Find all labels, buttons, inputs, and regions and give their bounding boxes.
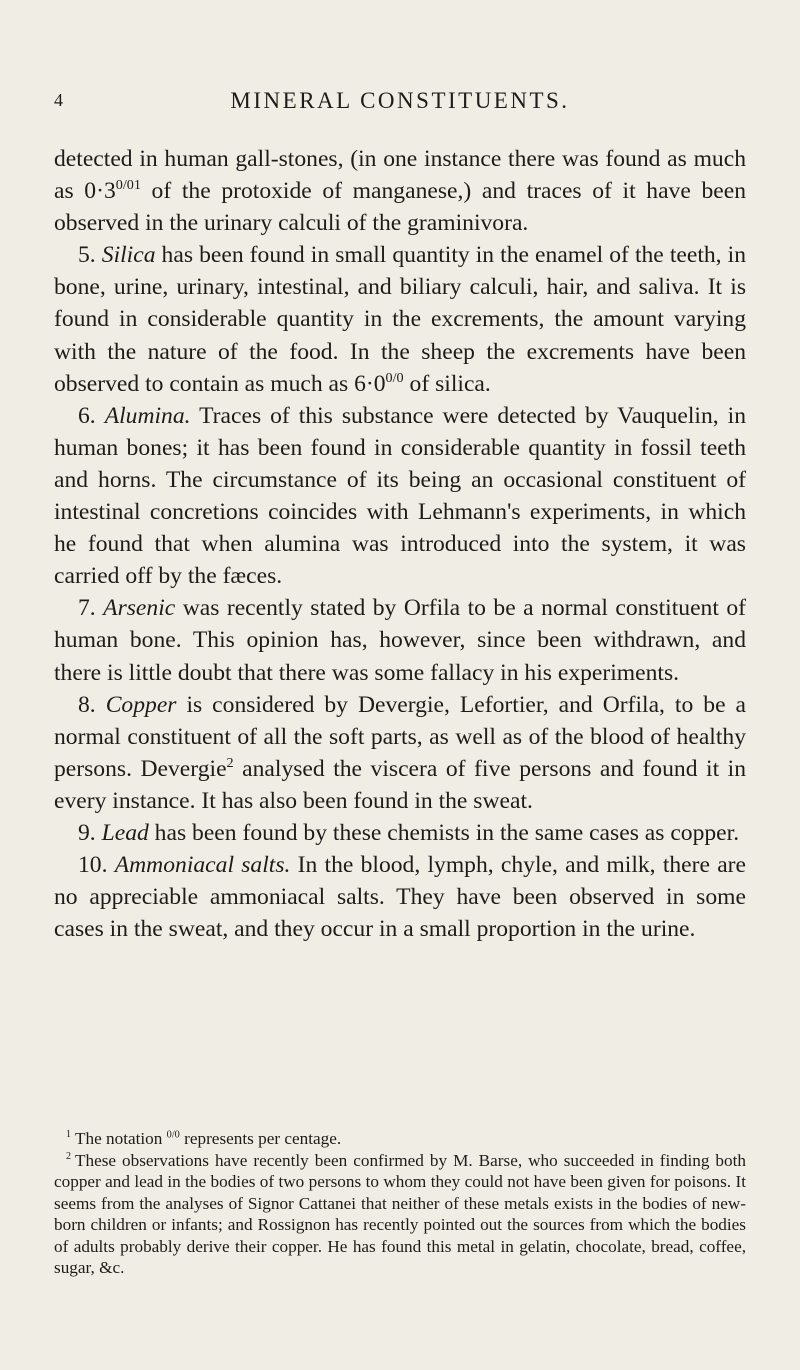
lead-term: Lead [101,819,149,846]
running-head [54,88,746,128]
lead-number: 9. [78,819,102,846]
footnote-2 [54,1150,746,1279]
paragraph-lead [54,817,746,849]
ammonia-term: Ammoniacal salts. [114,852,291,879]
footnote-ref-2: 2 [226,754,234,771]
paragraph-ammoniacal-salts [54,849,746,945]
silica-text-b: of silica. [403,370,491,397]
arsenic-text: was recently stated by Orfila to be a normal constituent of human bone. This opinion has, however, since been withdrawn, and there is little doubt that there was some fallacy in his experiments. [54,595,747,686]
footnotes [54,1128,746,1279]
alumina-text: Traces of this substance were detected by Vauquelin, in human bones; it has been found in considerable quantity in fossil teeth and horns. The circumstance of its being an occasional constituent of intestinal concretions coincides with Lehmann's experiments, in which he found that when alumina was introduced into the system, it was carried off by the fæces. [54,402,746,590]
paragraph-silica [54,239,746,399]
percent-sign: 0/0 [166,1129,180,1141]
arsenic-number: 7. [78,595,104,622]
footnote-text: These observations have recently been confirmed by M. Barse, who succeeded in finding both copper and lead in the bodies of two persons to whom they could not have been given for poisons. It seems from the analyses of Signor Cattanei that neither of these metals exists in the bodies of new-born children or infants; and Rossignon has recently pointed out the sources from which the bodies of adults probably derive their copper. He has found this metal in gelatin, chocolate, bread, coffee, sugar, &c. [54,1150,746,1277]
percent-sign: 0/0 [115,177,134,194]
arsenic-term: Arsenic [103,595,176,622]
running-title: MINERAL CONSTITUENTS. [230,88,570,113]
paragraph-arsenic [54,592,746,688]
paragraph-alumina [54,400,746,593]
silica-term: Silica [101,242,156,269]
footnote-text: represents per centage. [179,1129,342,1148]
main-text [54,143,746,945]
percent-sign: 0/0 [385,369,404,386]
footnote-mark: 2 [66,1150,71,1162]
footnote-1 [54,1128,746,1150]
footnote-mark: 1 [66,1129,71,1141]
paragraph-copper [54,689,746,817]
copper-text-b: analysed the viscera of five persons and found it in every instance. It has also been found in the sweat. [54,755,746,814]
copper-term: Copper [105,691,177,718]
silica-number: 5. [78,242,102,269]
lead-text: has been found by these chemists in the same cases as copper. [148,819,740,846]
silica-text-a: has been found in small quantity in the enamel of the teeth, in bone, urine, urinary, intestinal, and biliary calculi, hair, and saliva. It is found in considerable quantity in the excrements, the amount varying with the nature of the food. In the sheep the excrements have been observed to contain as much as 6·0 [54,242,746,397]
footnote-ref-1: 1 [133,177,141,194]
ammonia-text: In the blood, lymph, chyle, and milk, there are no appreciable ammoniacal salts. They have been observed in some cases in the sweat, and they occur in a small proportion in the urine. [54,852,747,943]
footnote-text: The notation [75,1129,167,1148]
continuation-text: detected in human gall-stones, (in one instance there was found as much as 0·3 [54,146,746,205]
alumina-number: 6. [78,402,105,429]
page-number: 4 [54,90,65,110]
continuation-rest: of the protoxide of manganese,) and traces of it have been observed in the urinary calculi of the graminivora. [54,178,746,237]
ammonia-number: 10. [78,852,115,879]
copper-number: 8. [78,691,106,718]
alumina-term: Alumina. [104,402,191,429]
copper-text-a: is considered by Devergie, Lefortier, and Orfila, to be a normal constituent of all the soft parts, as well as of the blood of healthy persons. Devergie [54,691,747,782]
paragraph-manganese-continuation [54,143,746,239]
